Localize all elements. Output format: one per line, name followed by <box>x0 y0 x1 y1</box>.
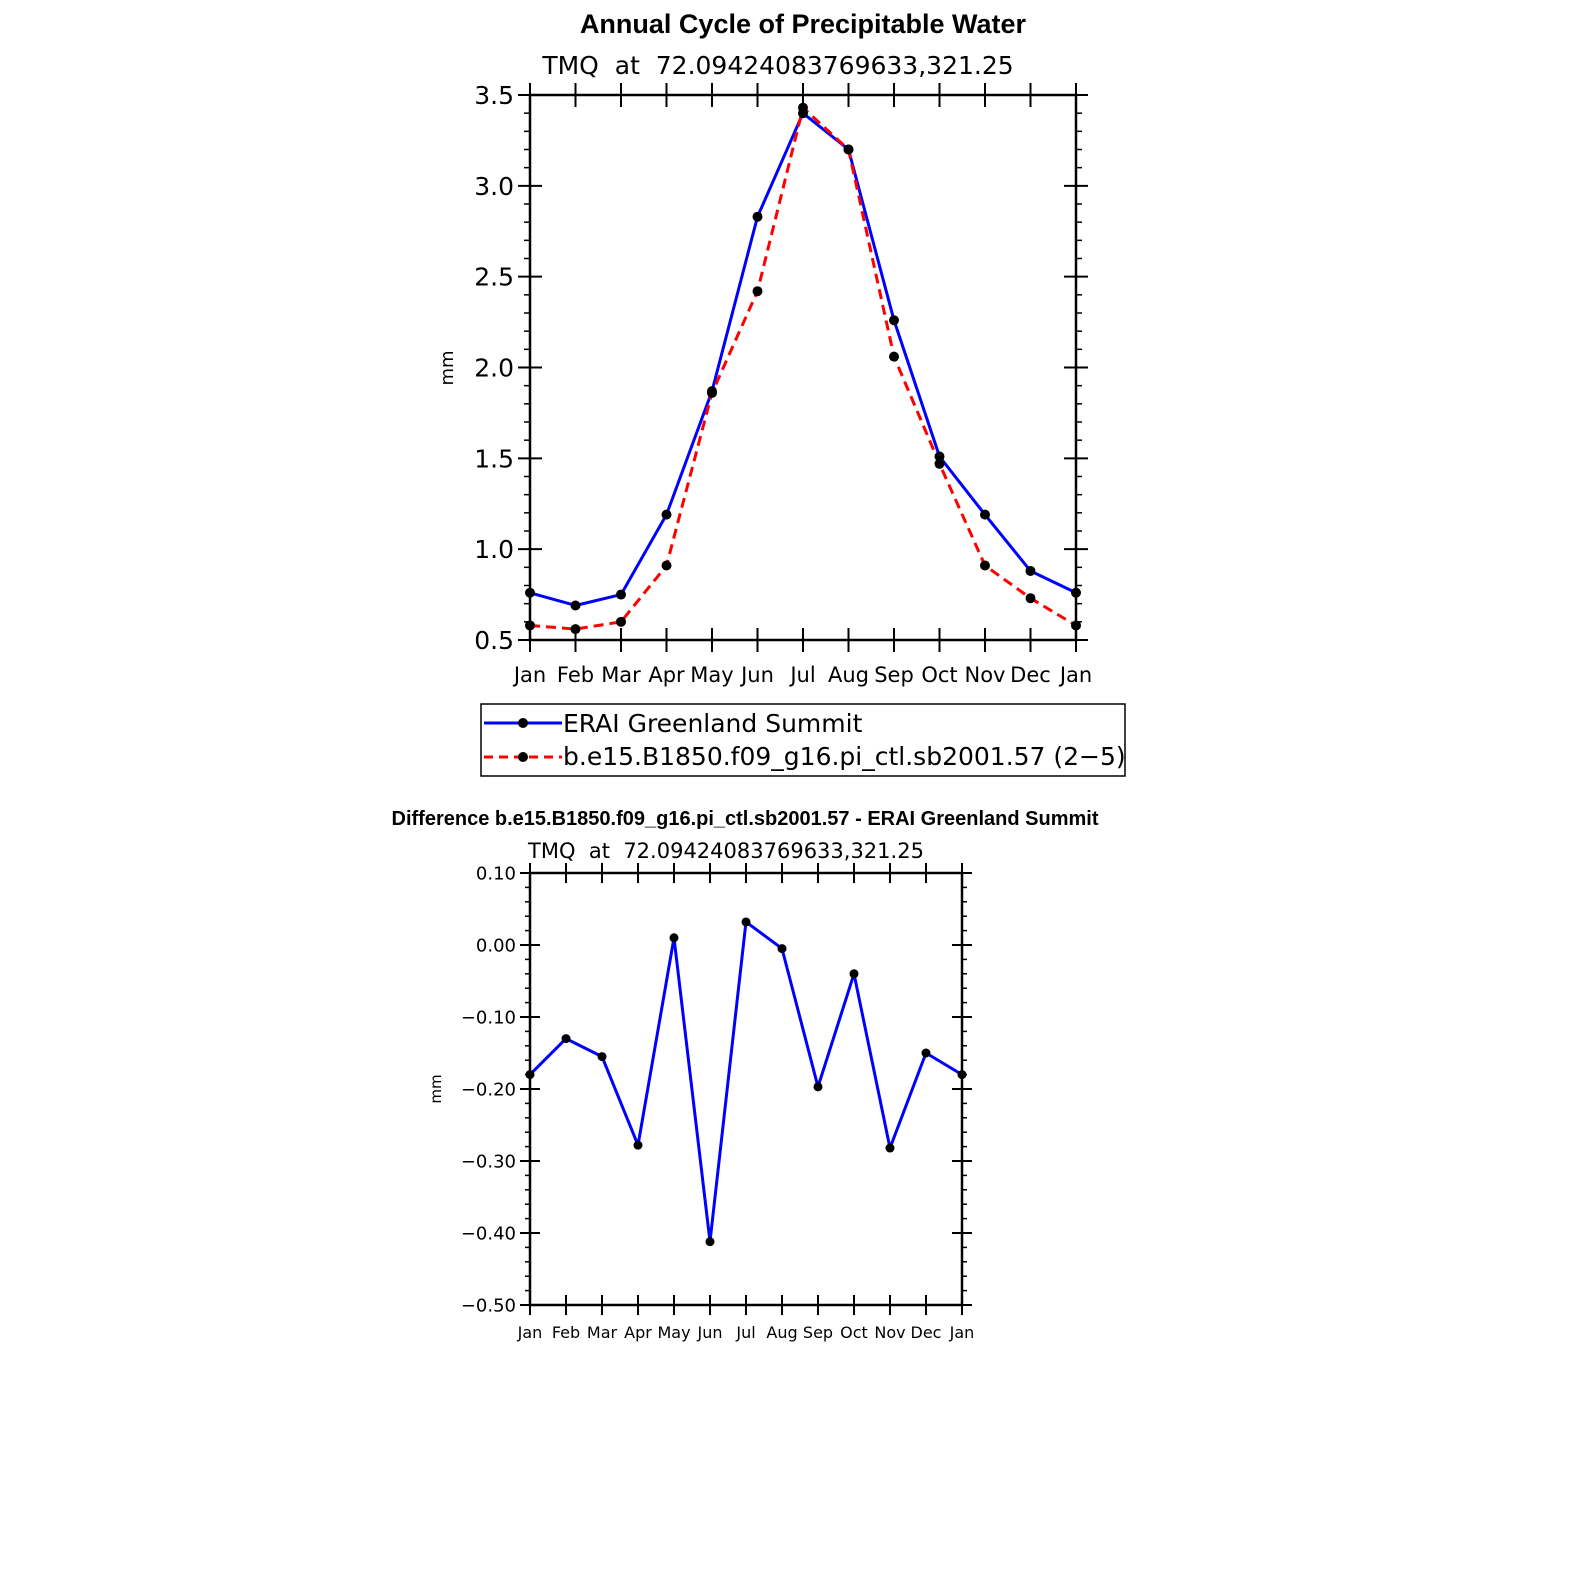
data-point-0 <box>526 1070 535 1079</box>
y-tick-label: −0.30 <box>460 1151 516 1173</box>
chart2-plot <box>461 863 975 1342</box>
y-tick-label: 2.5 <box>474 262 514 292</box>
y-tick-label: 0.5 <box>474 626 514 655</box>
x-tick-label: Jan <box>949 1323 975 1342</box>
data-point-0 <box>616 590 626 600</box>
x-tick-label: Feb <box>551 1323 581 1342</box>
data-point-0 <box>753 212 763 222</box>
data-point-0 <box>1026 566 1036 576</box>
data-point-1 <box>525 620 535 630</box>
x-tick-label: Aug <box>766 1323 798 1342</box>
chart1-ylabel: mm <box>437 350 458 386</box>
data-point-0 <box>562 1034 571 1043</box>
x-tick-label: Sep <box>802 1323 834 1342</box>
data-point-0 <box>670 933 679 942</box>
x-tick-label: Dec <box>1010 663 1051 687</box>
y-tick-label: −0.10 <box>460 1007 516 1029</box>
x-tick-label: Oct <box>921 663 958 687</box>
x-tick-label: Apr <box>624 1323 652 1342</box>
data-point-1 <box>935 459 945 469</box>
data-point-1 <box>662 561 672 571</box>
data-point-0 <box>850 969 859 978</box>
y-tick-label: −0.40 <box>460 1223 516 1245</box>
data-point-1 <box>753 286 763 296</box>
y-tick-label: 1.0 <box>474 535 514 565</box>
data-point-0 <box>886 1144 895 1153</box>
legend-marker-erai <box>518 718 528 728</box>
data-point-0 <box>662 510 672 520</box>
chart1-subtitle: TMQ at 72.09424083769633,321.25 <box>542 51 1014 80</box>
data-point-0 <box>525 588 535 598</box>
data-point-0 <box>1071 588 1081 598</box>
data-point-1 <box>980 561 990 571</box>
data-point-0 <box>889 315 899 325</box>
x-tick-label: Jul <box>736 1323 756 1342</box>
x-tick-label: May <box>690 663 734 687</box>
series-line-0 <box>530 113 1076 605</box>
plot-frame <box>530 873 962 1305</box>
data-point-0 <box>634 1141 643 1150</box>
data-point-1 <box>798 103 808 113</box>
x-tick-label: Sep <box>874 663 914 687</box>
y-tick-label: 0.00 <box>475 935 516 957</box>
y-tick-label: 3.5 <box>474 81 514 110</box>
data-point-0 <box>814 1082 823 1091</box>
plot-frame <box>530 95 1076 640</box>
x-tick-label: Jan <box>517 1323 543 1342</box>
data-point-0 <box>778 944 787 953</box>
y-tick-label: 2.0 <box>474 353 514 383</box>
x-tick-label: Jan <box>1059 663 1093 687</box>
chart1-legend <box>481 704 1126 776</box>
chart1-plot <box>474 81 1092 687</box>
x-tick-label: Jan <box>513 663 547 687</box>
x-tick-label: Mar <box>601 663 641 687</box>
x-tick-label: Aug <box>827 663 870 687</box>
chart2-subtitle: TMQ at 72.09424083769633,321.25 <box>528 839 924 863</box>
data-point-1 <box>571 624 581 634</box>
x-tick-label: Dec <box>910 1323 942 1342</box>
data-point-0 <box>706 1237 715 1246</box>
series-line-0 <box>530 922 962 1242</box>
chart2-ylabel: mm <box>427 1074 445 1104</box>
data-point-1 <box>707 388 717 398</box>
x-tick-label: Nov <box>964 663 1006 687</box>
x-tick-label: Apr <box>648 663 685 687</box>
data-point-0 <box>571 600 581 610</box>
data-point-1 <box>844 145 854 155</box>
legend-label-erai: ERAI Greenland Summit <box>563 709 863 738</box>
data-point-0 <box>598 1052 607 1061</box>
x-tick-label: Jun <box>697 1323 723 1342</box>
data-point-1 <box>1071 620 1081 630</box>
x-tick-label: Jun <box>741 663 774 687</box>
x-tick-label: Feb <box>556 663 595 687</box>
x-tick-label: Jul <box>790 663 816 687</box>
data-point-0 <box>958 1070 967 1079</box>
x-tick-label: May <box>657 1323 691 1342</box>
data-point-0 <box>922 1049 931 1058</box>
data-point-1 <box>889 352 899 362</box>
x-tick-label: Mar <box>586 1323 618 1342</box>
y-tick-label: 3.0 <box>474 171 514 201</box>
y-tick-label: −0.20 <box>460 1079 516 1101</box>
x-tick-label: Oct <box>840 1323 868 1342</box>
y-tick-label: 1.5 <box>474 444 514 474</box>
data-point-1 <box>1026 593 1036 603</box>
y-tick-label: −0.50 <box>460 1295 516 1317</box>
legend-label-model: b.e15.B1850.f09_g16.pi_ctl.sb2001.57 (2−5) <box>563 742 1126 771</box>
chart1-title: Annual Cycle of Precipitable Water <box>579 9 1027 39</box>
data-point-0 <box>742 917 751 926</box>
chart2-title: Difference b.e15.B1850.f09_g16.pi_ctl.sb2001.57 - ERAI Greenland Summit <box>391 808 1099 830</box>
series-line-1 <box>530 108 1076 629</box>
legend-marker-model <box>518 752 528 762</box>
x-tick-label: Nov <box>874 1323 906 1342</box>
data-point-0 <box>980 510 990 520</box>
y-tick-label: 0.10 <box>475 863 516 885</box>
data-point-1 <box>616 617 626 627</box>
